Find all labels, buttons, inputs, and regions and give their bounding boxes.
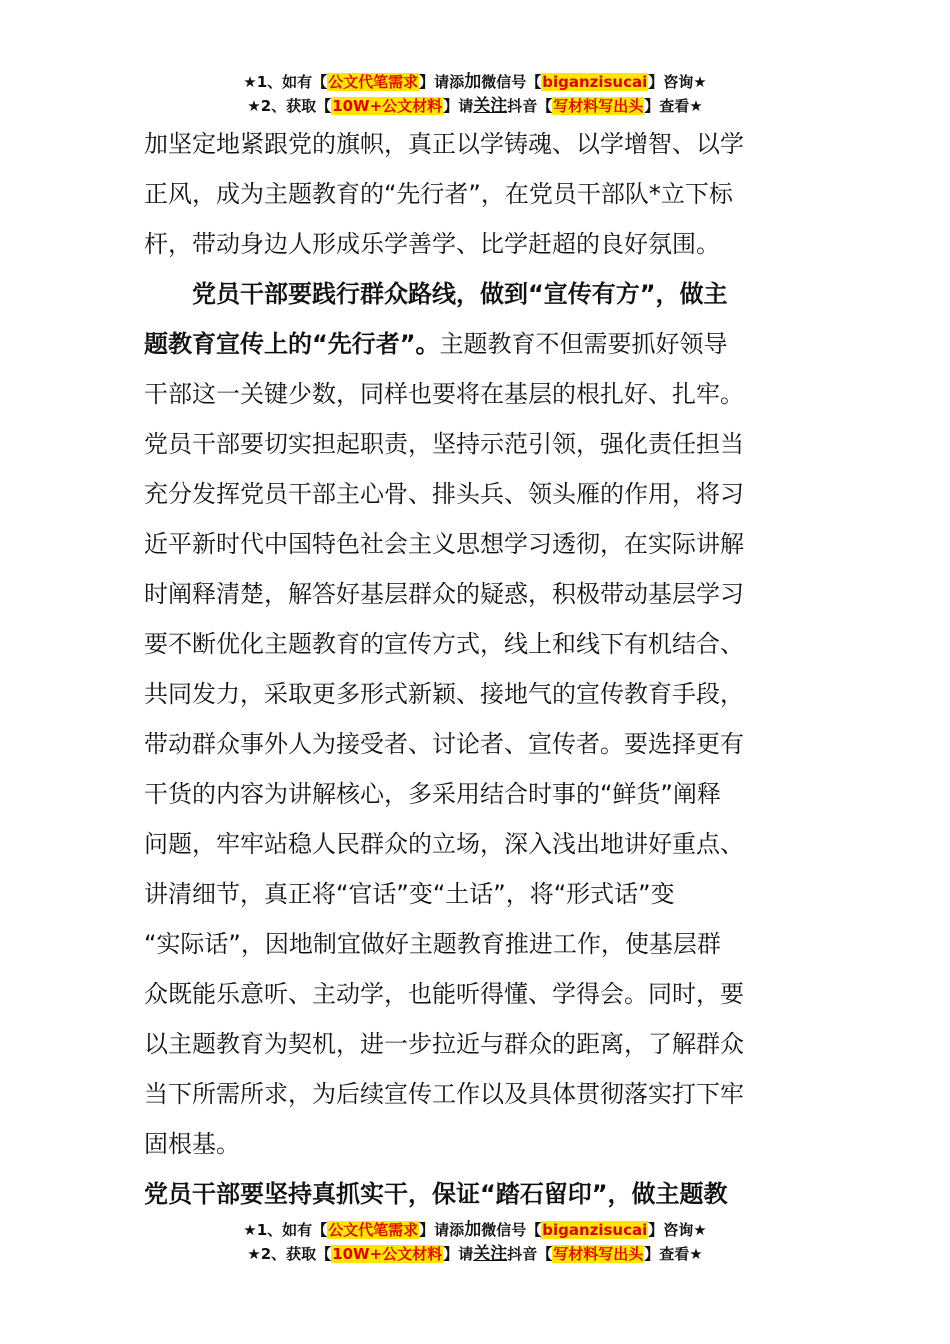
banner-line-1	[0, 70, 950, 94]
section-heading-line: 党员干部要坚持真抓实干，保证“踏石留印”，做主题教	[144, 1180, 728, 1208]
text-line: 干货的内容为讲解核心，多采用结合时事的“鲜货”阐释	[144, 780, 721, 808]
banner-text: ★1、如有【	[243, 73, 328, 91]
banner-text: 】请添	[419, 73, 465, 91]
banner-text-emphasis: 加	[464, 1220, 482, 1240]
banner-text: 】咨询★	[648, 1221, 707, 1239]
banner-highlight-service: 公文代笔需求	[328, 1221, 419, 1239]
banner-text-emphasis: 关注	[473, 1244, 508, 1264]
banner-text: 】请	[443, 97, 474, 115]
banner-text: ★1、如有【	[243, 1221, 328, 1239]
banner-highlight-service: 公文代笔需求	[328, 73, 419, 91]
text-line: 正风，成为主题教育的“先行者”，在党员干部队*立下标	[144, 180, 733, 208]
section-heading-end: 题教育宣传上的“先行者”。	[144, 330, 440, 358]
text-line: 讲清细节，真正将“官话”变“土话”，将“形式话”变	[144, 880, 675, 908]
text-line: 共同发力，采取更多形式新颖、接地气的宣传教育手段，	[144, 680, 744, 708]
text-line: 要不断优化主题教育的宣传方式，线上和线下有机结合、	[144, 630, 744, 658]
bottom-banner	[0, 1218, 950, 1266]
banner-highlight-materials: 10W+公文材料	[332, 1245, 443, 1263]
banner-text: ★2、获取【	[247, 1245, 332, 1263]
banner-line-2	[0, 1242, 950, 1266]
text-line: 干部这一关键少数，同样也要将在基层的根扎好、扎牢。	[144, 380, 744, 408]
banner-text: 】查看★	[644, 1245, 703, 1263]
text-line: 问题，牢牢站稳人民群众的立场，深入浅出地讲好重点、	[144, 830, 744, 858]
text-line: 众既能乐意听、主动学，也能听得懂、学得会。同时，要	[144, 980, 744, 1008]
banner-text: 抖音【	[507, 1245, 553, 1263]
banner-line-1	[0, 1218, 950, 1242]
banner-text: ★2、获取【	[247, 97, 332, 115]
banner-line-2	[0, 94, 950, 118]
banner-highlight-materials: 10W+公文材料	[332, 97, 443, 115]
section-heading-line: 党员干部要践行群众路线，做到“宣传有方”，做主	[192, 280, 728, 308]
banner-text: 】请	[443, 1245, 474, 1263]
banner-text: 】咨询★	[648, 73, 707, 91]
banner-highlight-wechat: biganzisucai	[542, 1221, 648, 1239]
text-line: 带动群众事外人为接受者、讨论者、宣传者。要选择更有	[144, 730, 744, 758]
text-line: 党员干部要切实担起职责，坚持示范引领，强化责任担当	[144, 430, 744, 458]
text-line: 固根基。	[144, 1130, 240, 1158]
banner-text: 抖音【	[507, 97, 553, 115]
banner-highlight-wechat: biganzisucai	[542, 73, 648, 91]
document-body	[144, 119, 816, 1219]
banner-text: 】请添	[419, 1221, 465, 1239]
banner-text-emphasis: 加	[464, 72, 482, 92]
banner-highlight-douyin: 写材料写出头	[553, 1245, 644, 1263]
text-span: 主题教育不但需要抓好领导	[439, 330, 728, 358]
text-line: 以主题教育为契机，进一步拉近与群众的距离，了解群众	[144, 1030, 744, 1058]
banner-highlight-douyin: 写材料写出头	[553, 97, 644, 115]
text-line: “实际话”，因地制宜做好主题教育推进工作，使基层群	[144, 930, 721, 958]
text-line: 加坚定地紧跟党的旗帜，真正以学铸魂、以学增智、以学	[144, 130, 744, 158]
text-line	[144, 319, 816, 369]
text-line: 杆，带动身边人形成乐学善学、比学赶超的良好氛围。	[144, 230, 720, 258]
banner-text-emphasis: 关注	[473, 96, 508, 116]
banner-text: 】查看★	[644, 97, 703, 115]
banner-text: 微信号【	[481, 73, 542, 91]
text-line: 当下所需所求，为后续宣传工作以及具体贯彻落实打下牢	[144, 1080, 744, 1108]
text-line: 近平新时代中国特色社会主义思想学习透彻，在实际讲解	[144, 530, 744, 558]
top-banner	[0, 70, 950, 118]
text-line: 充分发挥党员干部主心骨、排头兵、领头雁的作用，将习	[144, 480, 744, 508]
text-line: 时阐释清楚，解答好基层群众的疑惑，积极带动基层学习	[144, 580, 744, 608]
banner-text: 微信号【	[481, 1221, 542, 1239]
